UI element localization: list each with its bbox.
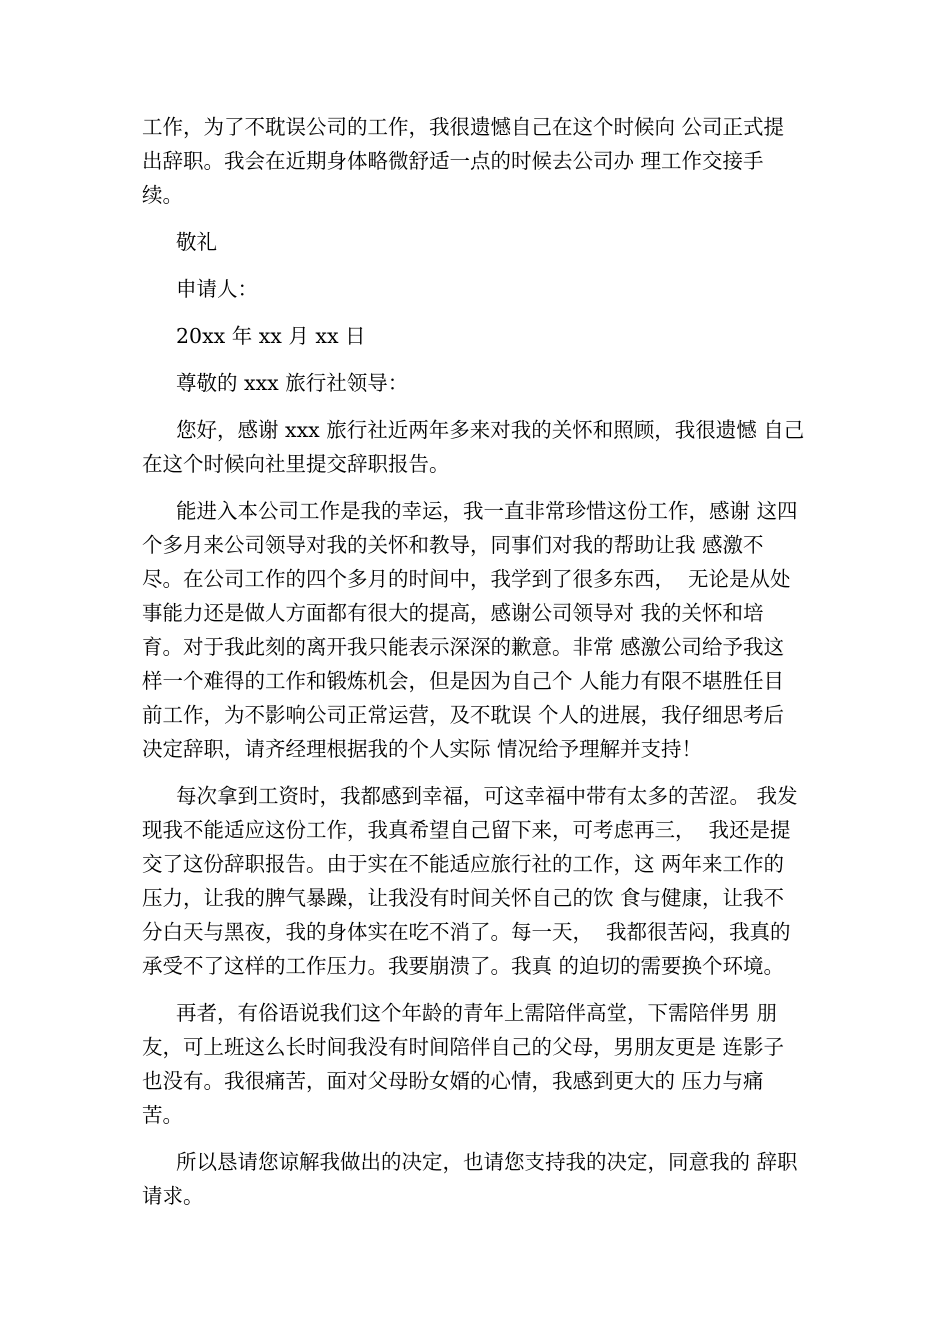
text-line: 前工作，为不影响公司正常运营，及不耽误 个人的进展，我仔细思考后: [142, 703, 785, 727]
text-line: 承受不了这样的工作压力。我要崩溃了。我真 的迫切的需要换个环境。: [142, 954, 785, 978]
text-line: 请求。: [142, 1184, 204, 1208]
text-line: 续。: [142, 183, 183, 207]
text-line: 现我不能适应这份工作，我真希望自己留下来，可考虑再三， 我还是提: [142, 818, 791, 842]
text-line: 工作，为了不耽误公司的工作，我很遗憾自己在这个时候向 公司正式提: [142, 115, 785, 139]
text-line: 样一个难得的工作和锻炼机会，但是因为自己个 人能力有限不堪胜任目: [142, 669, 785, 693]
text-line: 决定辞职，请齐经理根据我的个人实际 情况给予理解并支持！: [142, 737, 703, 761]
text-line: 您好，感谢 xxx 旅行社近两年多来对我的关怀和照顾，我很遗憾 自己: [176, 418, 805, 442]
document-page: [142, 110, 832, 1213]
text-line: 事能力还是做人方面都有很大的提高，感谢公司领导对 我的关怀和培: [142, 601, 764, 625]
text-line: 20xx 年 xx 月 xx 日: [176, 324, 366, 348]
text-line: 友，可上班这么长时间我没有时间陪伴自己的父母，男朋友更是 连影子: [142, 1035, 785, 1059]
text-line: 再者，有俗语说我们这个年龄的青年上需陪伴高堂，下需陪伴男 朋: [176, 1001, 778, 1025]
text-line: 出辞职。我会在近期身体略微舒适一点的时候去公司办 理工作交接手: [142, 149, 764, 173]
text-line: 尽。在公司工作的四个多月的时间中，我学到了很多东西， 无论是从处: [142, 567, 791, 591]
text-line: 苦。: [142, 1103, 183, 1127]
text-line: 个多月来公司领导对我的关怀和教导，同事们对我的帮助让我 感激不: [142, 533, 764, 557]
text-line: 敬礼: [176, 230, 217, 254]
text-line: 申请人：: [176, 277, 258, 301]
text-line: 在这个时候向社里提交辞职报告。: [142, 452, 450, 476]
text-line: 分白天与黑夜，我的身体实在吃不消了。每一天， 我都很苦闷，我真的: [142, 920, 791, 944]
text-line: 每次拿到工资时，我都感到幸福，可这幸福中带有太多的苦涩。 我发: [176, 784, 798, 808]
text-line: 尊敬的 xxx 旅行社领导：: [176, 371, 409, 395]
text-line: 交了这份辞职报告。由于实在不能适应旅行社的工作，这 两年来工作的: [142, 852, 785, 876]
text-line: 能进入本公司工作是我的幸运，我一直非常珍惜这份工作，感谢 这四: [176, 499, 798, 523]
text-line: 所以恳请您谅解我做出的决定，也请您支持我的决定，同意我的 辞职: [176, 1150, 798, 1174]
text-line: 压力，让我的脾气暴躁，让我没有时间关怀自己的饮 食与健康，让我不: [142, 886, 785, 910]
text-line: 育。对于我此刻的离开我只能表示深深的歉意。非常 感激公司给予我这: [142, 635, 785, 659]
text-line: 也没有。我很痛苦，面对父母盼女婿的心情，我感到更大的 压力与痛: [142, 1069, 764, 1093]
